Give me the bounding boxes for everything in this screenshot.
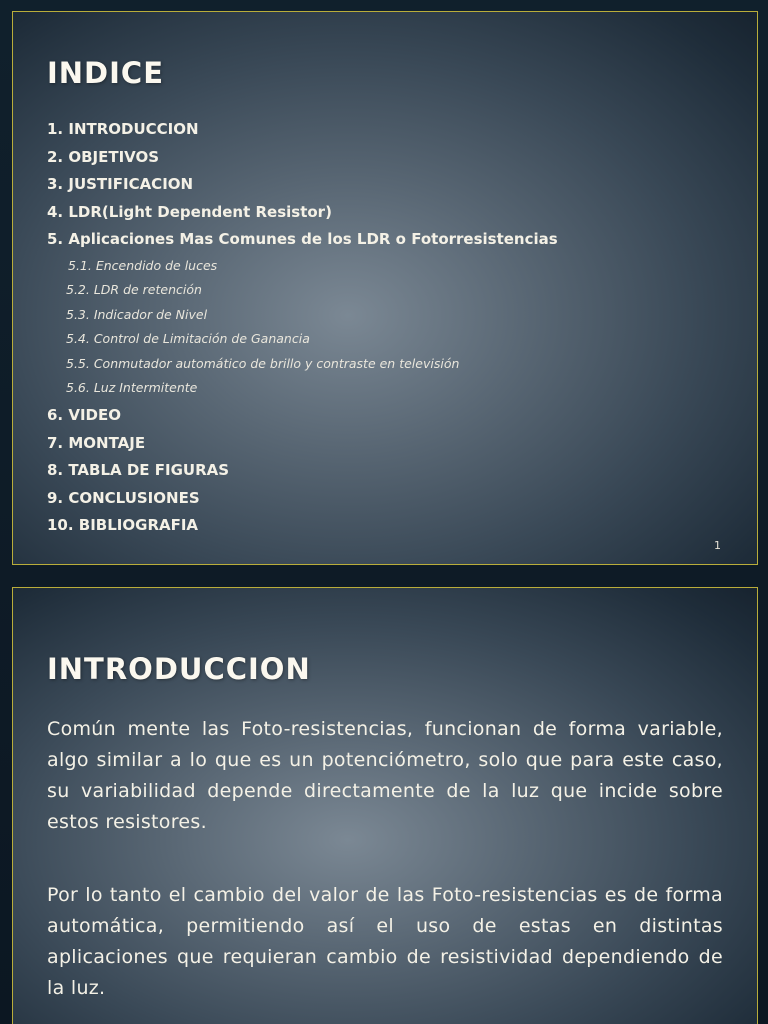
slide-indice [12,11,758,565]
toc-subitem-control-ganancia: 5.4. Control de Limitación de Ganancia [66,331,310,347]
slide-page-number: 1 [714,539,721,552]
slide-title: INDICE [47,56,165,90]
body-paragraph: Común mente las Foto-resistencias, funcionan de forma variable, algo similar a lo que es un potenciómetro, solo que para este caso, su variabilidad depende directamente de la luz que incide sobre estos resistores. [47,718,723,833]
toc-item-montaje: 7. MONTAJE [47,433,146,452]
table-of-contents [47,116,737,540]
toc-item-aplicaciones: 5. Aplicaciones Mas Comunes de los LDR o Fotorresistencias [47,230,558,248]
toc-item-ldr: 4. LDR(Light Dependent Resistor) [47,202,332,221]
toc-item-video: 6. VIDEO [47,406,121,425]
toc-subitem-ldr-retencion: 5.2. LDR de retención [66,282,202,298]
slide-introduccion [12,587,758,1024]
toc-subitem-luz-intermitente: 5.6. Luz Intermitente [66,380,198,396]
toc-subitem-conmutador-brillo: 5.5. Conmutador automático de brillo y contraste en televisión [66,355,460,371]
body-paragraph: Por lo tanto el cambio del valor de las Foto-resistencias es de forma automática, permitiendo así el uso de estas en distintas aplicaciones que requieran cambio de resistividad dependiendo de la luz. [47,884,723,999]
toc-item-introduccion: 1. INTRODUCCION [47,120,199,138]
toc-subitem-indicador-nivel: 5.3. Indicador de Nivel [66,306,208,322]
toc-item-bibliografia: 10. BIBLIOGRAFIA [47,516,199,535]
toc-item-tabla-figuras: 8. TABLA DE FIGURAS [47,461,230,480]
slide-title: INTRODUCCION [47,652,311,686]
toc-subitem-encendido-luces: 5.1. Encendido de luces [68,257,218,273]
toc-item-justificacion: 3. JUSTIFICACION [47,175,194,193]
toc-item-objetivos: 2. OBJETIVOS [47,147,160,166]
toc-item-conclusiones: 9. CONCLUSIONES [47,488,200,507]
